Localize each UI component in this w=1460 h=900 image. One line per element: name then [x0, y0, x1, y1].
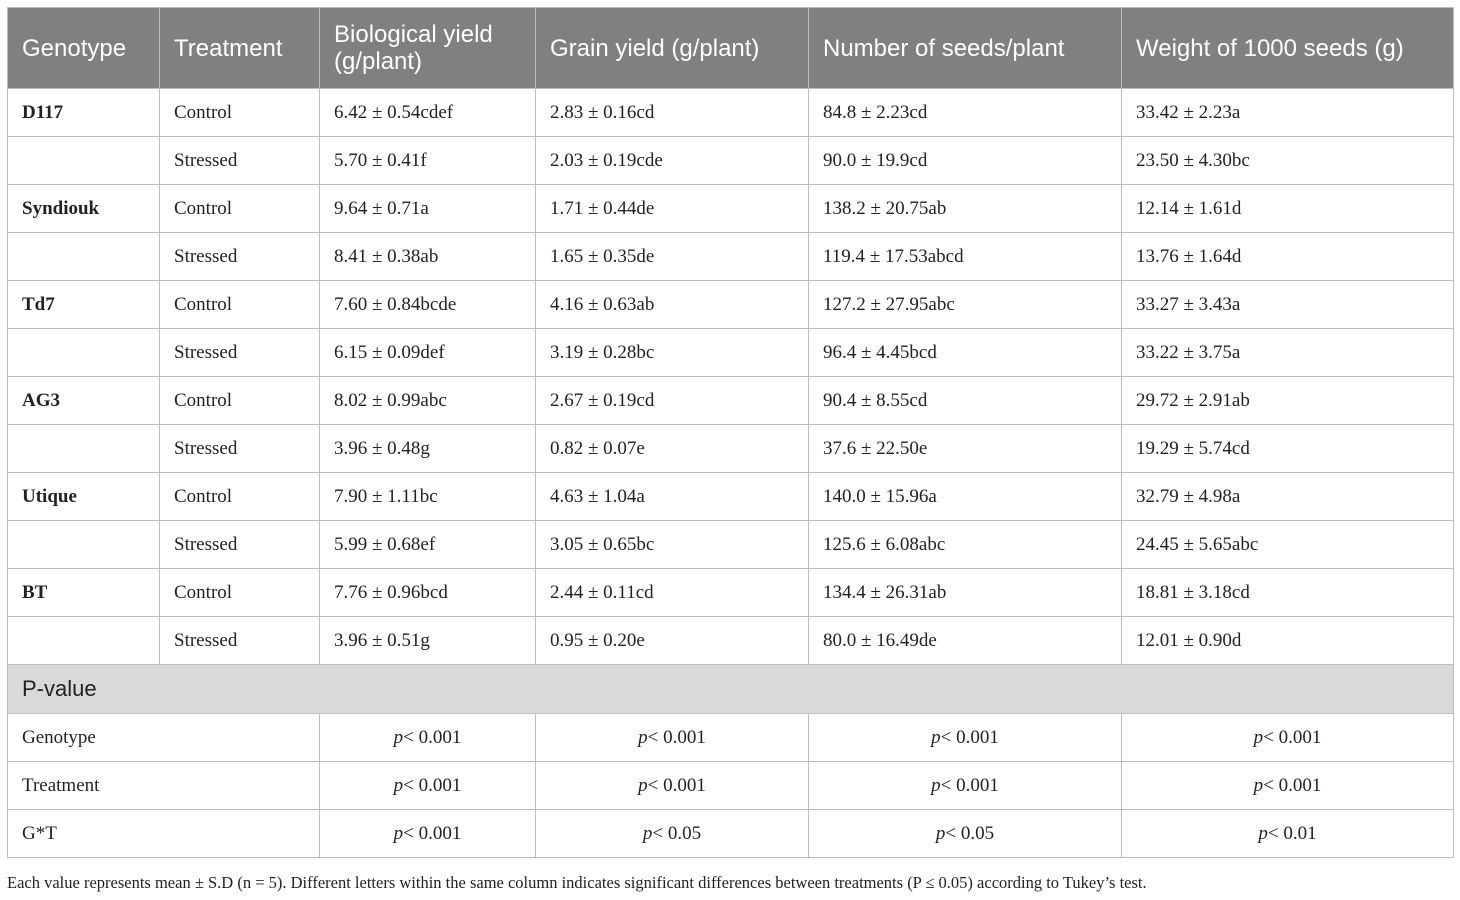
- p-symbol: p: [638, 726, 648, 748]
- p-symbol: p: [393, 822, 404, 844]
- cell-treatment: Stressed: [160, 329, 320, 377]
- cell-biological-yield: 3.96 ± 0.51g: [320, 617, 536, 665]
- header-seeds-per-plant: Number of seeds/plant: [809, 8, 1122, 89]
- stat-value: [1122, 714, 1454, 762]
- table-row: [8, 233, 1454, 281]
- stat-value: [536, 714, 809, 762]
- cell-biological-yield: 6.42 ± 0.54cdef: [320, 89, 536, 137]
- table-row: [8, 89, 1454, 137]
- cell-weight-1000-seeds: 18.81 ± 3.18cd: [1122, 569, 1454, 617]
- p-symbol: p: [393, 774, 404, 796]
- table-footnote: Each value represents mean ± S.D (n = 5). Different letters within the same column indicates significant differences between treatments (P ≤ 0.05) according to Tukey’s test.: [7, 873, 1147, 892]
- stat-label: Genotype: [8, 714, 320, 762]
- cell-genotype: D117: [8, 89, 160, 137]
- p-symbol: p: [642, 822, 653, 844]
- cell-treatment: Stressed: [160, 521, 320, 569]
- p-symbol: p: [1253, 726, 1264, 748]
- cell-weight-1000-seeds: 33.42 ± 2.23a: [1122, 89, 1454, 137]
- cell-genotype: [8, 137, 160, 185]
- cell-genotype: Syndiouk: [8, 185, 160, 233]
- p-symbol: p: [931, 726, 941, 748]
- cell-treatment: Control: [160, 185, 320, 233]
- cell-genotype: [8, 425, 160, 473]
- table-row: [8, 281, 1454, 329]
- header-grain-yield: Grain yield (g/plant): [536, 8, 809, 89]
- header-row: [8, 8, 1454, 89]
- p-threshold: < 0.001: [647, 774, 706, 796]
- cell-seeds-per-plant: 138.2 ± 20.75ab: [809, 185, 1122, 233]
- stat-value: [320, 810, 536, 858]
- cell-biological-yield: 8.02 ± 0.99abc: [320, 377, 536, 425]
- cell-grain-yield: 3.05 ± 0.65bc: [536, 521, 809, 569]
- cell-genotype: [8, 617, 160, 665]
- table-row: [8, 473, 1454, 521]
- cell-grain-yield: 0.95 ± 0.20e: [536, 617, 809, 665]
- cell-seeds-per-plant: 90.0 ± 19.9cd: [809, 137, 1122, 185]
- p-symbol: p: [393, 726, 404, 748]
- cell-grain-yield: 3.19 ± 0.28bc: [536, 329, 809, 377]
- cell-seeds-per-plant: 96.4 ± 4.45bcd: [809, 329, 1122, 377]
- stat-value: [1122, 762, 1454, 810]
- p-threshold: < 0.001: [940, 726, 999, 748]
- p-threshold: < 0.05: [945, 822, 995, 844]
- cell-biological-yield: 7.90 ± 1.11bc: [320, 473, 536, 521]
- cell-genotype: [8, 233, 160, 281]
- table-row: [8, 617, 1454, 665]
- cell-treatment: Control: [160, 281, 320, 329]
- p-threshold: < 0.05: [652, 822, 702, 844]
- cell-treatment: Control: [160, 473, 320, 521]
- cell-treatment: Stressed: [160, 233, 320, 281]
- cell-weight-1000-seeds: 32.79 ± 4.98a: [1122, 473, 1454, 521]
- cell-biological-yield: 9.64 ± 0.71a: [320, 185, 536, 233]
- cell-genotype: Td7: [8, 281, 160, 329]
- header-weight-1000-seeds: Weight of 1000 seeds (g): [1122, 8, 1454, 89]
- cell-weight-1000-seeds: 19.29 ± 5.74cd: [1122, 425, 1454, 473]
- header-biological-yield: Biological yield (g/plant): [320, 8, 536, 89]
- p-threshold: < 0.001: [403, 726, 462, 748]
- stat-label: G*T: [8, 810, 320, 858]
- cell-biological-yield: 7.76 ± 0.96bcd: [320, 569, 536, 617]
- cell-grain-yield: 1.71 ± 0.44de: [536, 185, 809, 233]
- pvalue-title: P-value: [8, 665, 1454, 714]
- pvalue-section-header: [8, 665, 1454, 714]
- cell-genotype: AG3: [8, 377, 160, 425]
- stat-value: [320, 762, 536, 810]
- header-treatment: Treatment: [160, 8, 320, 89]
- cell-seeds-per-plant: 125.6 ± 6.08abc: [809, 521, 1122, 569]
- cell-biological-yield: 7.60 ± 0.84bcde: [320, 281, 536, 329]
- cell-biological-yield: 8.41 ± 0.38ab: [320, 233, 536, 281]
- cell-weight-1000-seeds: 13.76 ± 1.64d: [1122, 233, 1454, 281]
- p-symbol: p: [1253, 774, 1264, 796]
- table-row: [8, 425, 1454, 473]
- p-threshold: < 0.001: [403, 774, 462, 796]
- cell-genotype: [8, 521, 160, 569]
- cell-seeds-per-plant: 90.4 ± 8.55cd: [809, 377, 1122, 425]
- p-threshold: < 0.001: [647, 726, 706, 748]
- cell-weight-1000-seeds: 29.72 ± 2.91ab: [1122, 377, 1454, 425]
- stat-value: [809, 762, 1122, 810]
- stat-row-genotype: [8, 714, 1454, 762]
- cell-weight-1000-seeds: 23.50 ± 4.30bc: [1122, 137, 1454, 185]
- cell-treatment: Control: [160, 377, 320, 425]
- table-row: [8, 329, 1454, 377]
- table-row: [8, 185, 1454, 233]
- cell-weight-1000-seeds: 12.01 ± 0.90d: [1122, 617, 1454, 665]
- cell-biological-yield: 6.15 ± 0.09def: [320, 329, 536, 377]
- cell-genotype: BT: [8, 569, 160, 617]
- cell-treatment: Stressed: [160, 425, 320, 473]
- cell-biological-yield: 5.70 ± 0.41f: [320, 137, 536, 185]
- table-row: [8, 377, 1454, 425]
- p-threshold: < 0.01: [1267, 822, 1317, 844]
- stat-value: [320, 714, 536, 762]
- p-threshold: < 0.001: [1263, 774, 1322, 796]
- header-genotype: Genotype: [8, 8, 160, 89]
- cell-weight-1000-seeds: 33.22 ± 3.75a: [1122, 329, 1454, 377]
- cell-seeds-per-plant: 127.2 ± 27.95abc: [809, 281, 1122, 329]
- cell-genotype: Utique: [8, 473, 160, 521]
- cell-grain-yield: 4.16 ± 0.63ab: [536, 281, 809, 329]
- p-symbol: p: [638, 774, 648, 796]
- cell-treatment: Control: [160, 569, 320, 617]
- p-symbol: p: [931, 774, 941, 796]
- p-threshold: < 0.001: [1263, 726, 1322, 748]
- cell-seeds-per-plant: 140.0 ± 15.96a: [809, 473, 1122, 521]
- stat-value: [536, 810, 809, 858]
- cell-grain-yield: 2.03 ± 0.19cde: [536, 137, 809, 185]
- cell-grain-yield: 4.63 ± 1.04a: [536, 473, 809, 521]
- cell-biological-yield: 3.96 ± 0.48g: [320, 425, 536, 473]
- table-row: [8, 569, 1454, 617]
- cell-seeds-per-plant: 119.4 ± 17.53abcd: [809, 233, 1122, 281]
- cell-weight-1000-seeds: 12.14 ± 1.61d: [1122, 185, 1454, 233]
- table-row: [8, 521, 1454, 569]
- cell-grain-yield: 2.83 ± 0.16cd: [536, 89, 809, 137]
- p-symbol: p: [1258, 822, 1268, 844]
- cell-seeds-per-plant: 80.0 ± 16.49de: [809, 617, 1122, 665]
- cell-seeds-per-plant: 37.6 ± 22.50e: [809, 425, 1122, 473]
- stat-row-interaction: [8, 810, 1454, 858]
- p-threshold: < 0.001: [403, 822, 462, 844]
- cell-biological-yield: 5.99 ± 0.68ef: [320, 521, 536, 569]
- cell-treatment: Control: [160, 89, 320, 137]
- stat-value: [1122, 810, 1454, 858]
- cell-treatment: Stressed: [160, 617, 320, 665]
- cell-grain-yield: 0.82 ± 0.07e: [536, 425, 809, 473]
- cell-grain-yield: 2.44 ± 0.11cd: [536, 569, 809, 617]
- cell-seeds-per-plant: 134.4 ± 26.31ab: [809, 569, 1122, 617]
- cell-grain-yield: 1.65 ± 0.35de: [536, 233, 809, 281]
- p-threshold: < 0.001: [940, 774, 999, 796]
- table-row: [8, 137, 1454, 185]
- stat-label: Treatment: [8, 762, 320, 810]
- stat-row-treatment: [8, 762, 1454, 810]
- cell-genotype: [8, 329, 160, 377]
- stat-value: [809, 714, 1122, 762]
- stat-value: [536, 762, 809, 810]
- cell-seeds-per-plant: 84.8 ± 2.23cd: [809, 89, 1122, 137]
- cell-weight-1000-seeds: 24.45 ± 5.65abc: [1122, 521, 1454, 569]
- p-symbol: p: [935, 822, 946, 844]
- cell-grain-yield: 2.67 ± 0.19cd: [536, 377, 809, 425]
- results-table: [7, 7, 1454, 858]
- cell-weight-1000-seeds: 33.27 ± 3.43a: [1122, 281, 1454, 329]
- stat-value: [809, 810, 1122, 858]
- cell-treatment: Stressed: [160, 137, 320, 185]
